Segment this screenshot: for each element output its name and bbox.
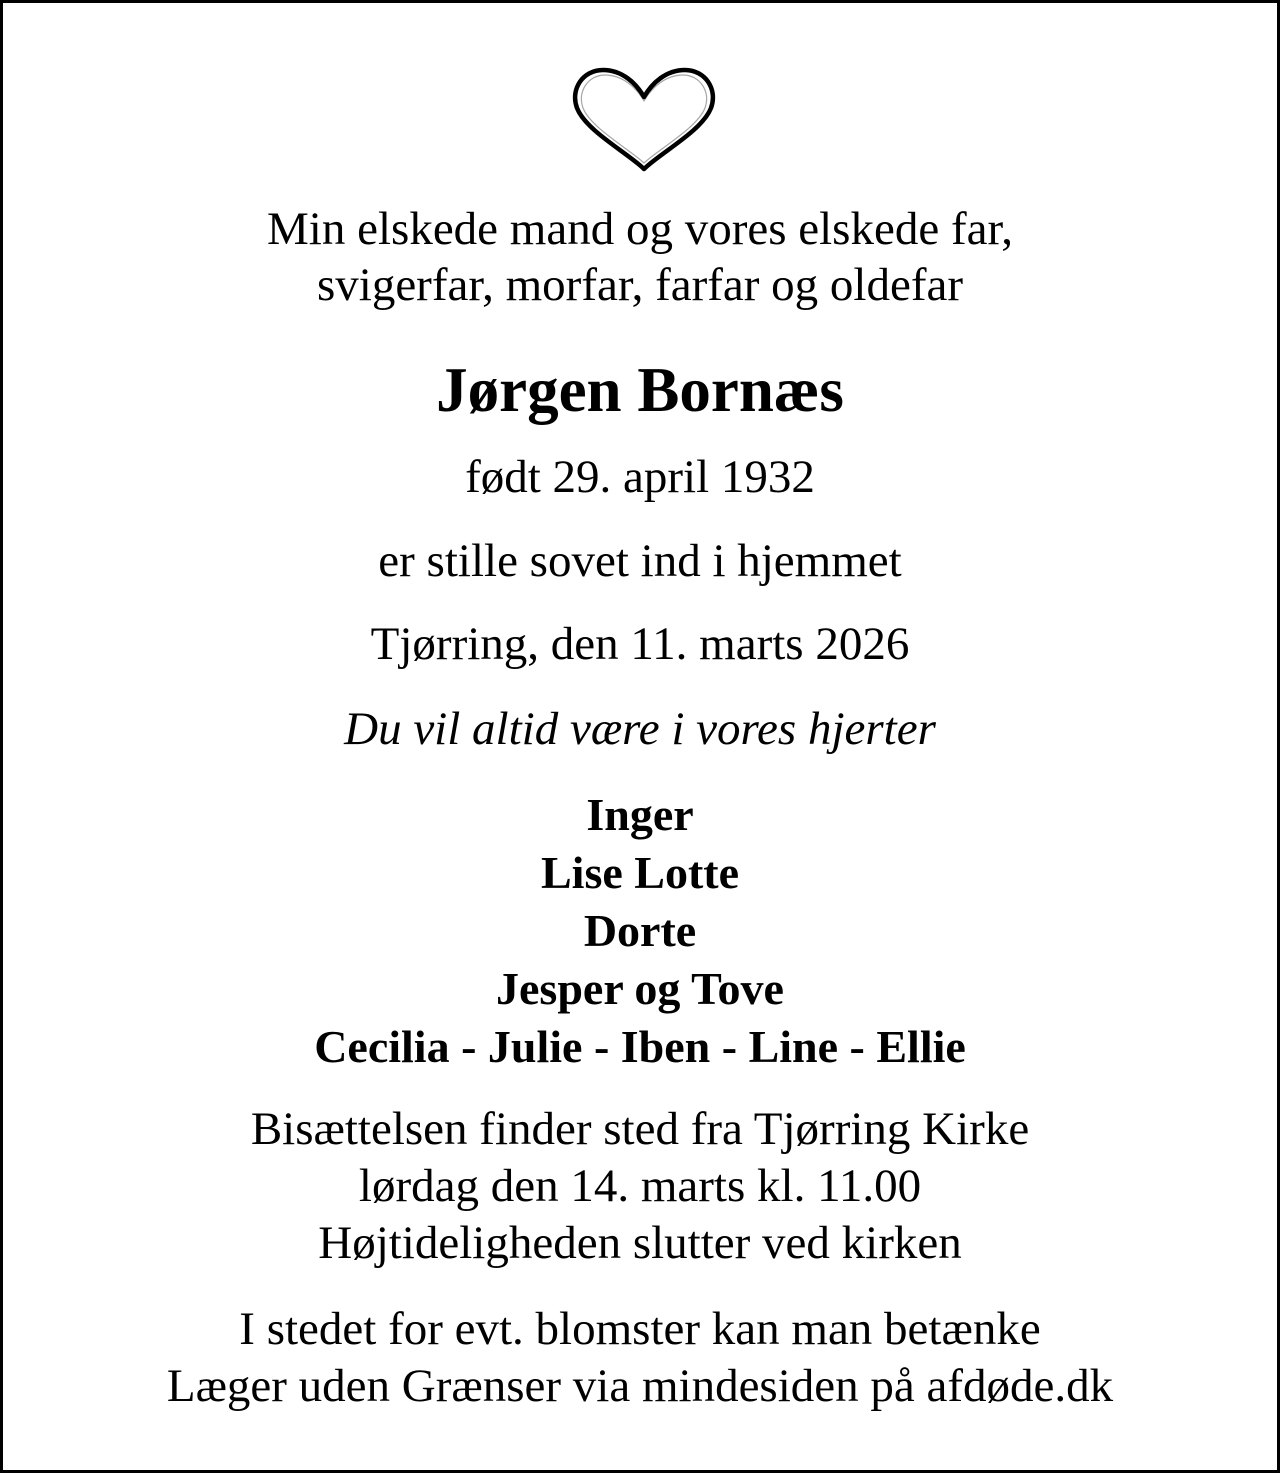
heart-icon (570, 65, 718, 173)
funeral-line: Bisættelsen finder sted fra Tjørring Kirke (250, 1103, 1030, 1155)
mourner-name: Cecilia - Julie - Iben - Line - Ellie (314, 1021, 966, 1072)
intro-line: Min elskede mand og vores elskede far, (267, 203, 1013, 255)
mourner-name: Inger (586, 789, 694, 840)
deceased-name: Jørgen Bornæs (436, 355, 844, 425)
intro-line: svigerfar, morfar, farfar og oldefar (316, 259, 964, 311)
mourner-name: Dorte (583, 905, 697, 956)
memorial-motto: Du vil altid være i vores hjerter (344, 703, 936, 755)
mourner-name: Jesper og Tove (496, 963, 784, 1014)
donation-line: Læger uden Grænser via mindesiden på afdøde.dk (166, 1360, 1114, 1412)
place-and-date-of-death: Tjørring, den 11. marts 2026 (370, 618, 910, 670)
funeral-details (3, 1101, 1277, 1272)
mourner-name: Lise Lotte (540, 847, 739, 898)
birth-date: født 29. april 1932 (465, 451, 815, 503)
funeral-line: lørdag den 14. marts kl. 11.00 (358, 1160, 922, 1212)
mourners-list (3, 786, 1277, 1076)
intro-text (3, 201, 1277, 313)
donation-note (3, 1301, 1277, 1415)
funeral-line: Højtideligheden slutter ved kirken (318, 1217, 962, 1269)
donation-line: I stedet for evt. blomster kan man betænke (239, 1303, 1041, 1355)
passing-text: er stille sovet ind i hjemmet (378, 535, 902, 587)
